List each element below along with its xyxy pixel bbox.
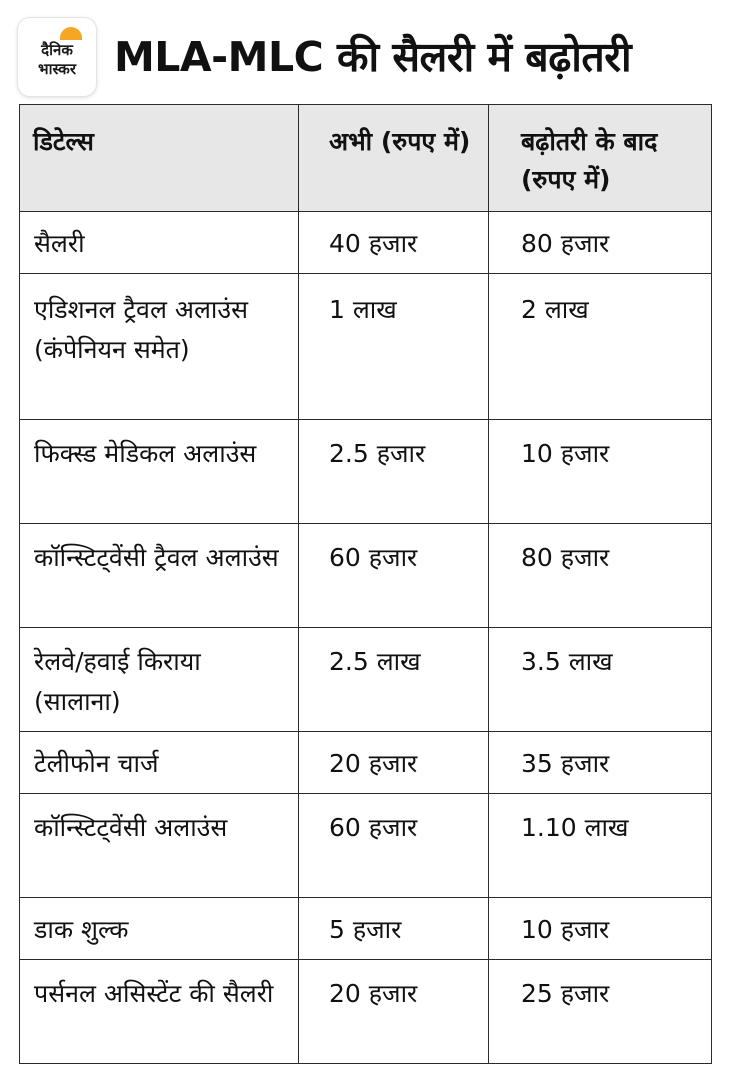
current-value-cell: 5 हजार [299,898,489,960]
detail-cell: रेलवे/हवाई किराया (सालाना) [20,628,299,732]
detail-cell: कॉन्स्टिट्वेंसी अलाउंस [20,794,299,898]
detail-cell: फिक्स्ड मेडिकल अलाउंस [20,420,299,524]
after-value-cell: 2 लाख [489,274,712,420]
detail-cell: एडिशनल ट्रैवल अलाउंस (कंपेनियन समेत) [20,274,299,420]
current-value-cell: 2.5 लाख [299,628,489,732]
table-row [20,960,712,1064]
detail-cell: पर्सनल असिस्टेंट की सैलरी [20,960,299,1064]
current-value-cell: 60 हजार [299,524,489,628]
current-value-cell: 1 लाख [299,274,489,420]
table-row [20,212,712,274]
dainik-bhaskar-logo [18,18,96,96]
table-row [20,898,712,960]
detail-cell: सैलरी [20,212,299,274]
after-value-cell: 10 हजार [489,898,712,960]
detail-cell: डाक शुल्क [20,898,299,960]
after-value-cell: 3.5 लाख [489,628,712,732]
column-header-after: बढ़ोतरी के बाद (रुपए में) [489,105,712,212]
column-header-details: डिटेल्स [20,105,299,212]
table-row [20,420,712,524]
table-row [20,732,712,794]
table-header-row [20,105,712,212]
after-value-cell: 35 हजार [489,732,712,794]
after-value-cell: 80 हजार [489,212,712,274]
current-value-cell: 20 हजार [299,960,489,1064]
page-title: MLA-MLC की सैलरी में बढ़ोतरी [114,33,632,81]
table-row [20,628,712,732]
after-value-cell: 10 हजार [489,420,712,524]
current-value-cell: 20 हजार [299,732,489,794]
current-value-cell: 40 हजार [299,212,489,274]
detail-cell: कॉन्स्टिट्वेंसी ट्रैवल अलाउंस [20,524,299,628]
sun-logo-icon [60,27,82,40]
header [18,16,712,98]
column-header-current: अभी (रुपए में) [299,105,489,212]
current-value-cell: 2.5 हजार [299,420,489,524]
salary-comparison-table [19,104,712,1064]
after-value-cell: 80 हजार [489,524,712,628]
table-row [20,794,712,898]
after-value-cell: 25 हजार [489,960,712,1064]
table-row [20,524,712,628]
current-value-cell: 60 हजार [299,794,489,898]
table-row [20,274,712,420]
detail-cell: टेलीफोन चार्ज [20,732,299,794]
logo-text-line2: भास्कर [38,60,76,78]
after-value-cell: 1.10 लाख [489,794,712,898]
logo-text-line1: दैनिक [41,41,73,59]
